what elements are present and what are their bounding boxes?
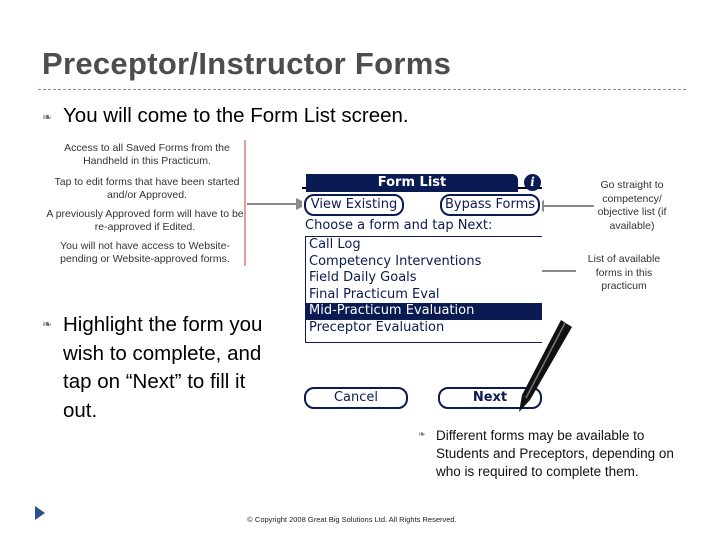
view-existing-button[interactable]: View Existing	[304, 194, 404, 216]
nav-triangle-icon[interactable]	[35, 506, 45, 520]
next-button[interactable]: Next	[438, 387, 542, 409]
annotation-form-list: List of available forms in this practicum	[587, 253, 661, 292]
list-item-selected[interactable]: Mid-Practicum Evaluation	[306, 303, 542, 320]
copyright-text: © Copyright 2008 Great Big Solutions Ltd. All Rights Reserved.	[247, 515, 457, 524]
palm-title: Form List	[377, 175, 447, 190]
annotation-reapprove: A previously Approved form will have to be re-approved if Edited.	[46, 208, 244, 233]
stylus-icon	[515, 318, 575, 414]
annotation-edit-forms: Tap to edit forms that have been started and/or Approved.	[54, 176, 240, 201]
annotation-bypass: Go straight to competency/ objective list (if available)	[597, 179, 667, 232]
bullet-icon: ❧	[42, 110, 53, 124]
list-item[interactable]: Final Practicum Eval	[309, 286, 440, 302]
copyright	[0, 515, 720, 524]
arrow-bypass	[540, 205, 594, 207]
cancel-button[interactable]: Cancel	[304, 387, 408, 409]
palm-title-pill	[306, 174, 518, 192]
list-item[interactable]: Competency Interventions	[309, 253, 482, 269]
bullet-icon: ❧	[42, 317, 53, 331]
list-item[interactable]: Call Log	[309, 237, 361, 252]
bullet-icon: ❧	[418, 430, 426, 440]
annotation-saved-forms: Access to all Saved Forms from the Handheld in this Practicum.	[64, 142, 230, 167]
palm-button-row	[302, 387, 542, 412]
title-divider	[38, 89, 686, 90]
form-list	[305, 236, 542, 343]
bullet-text-2: Highlight the form you wish to complete, and tap on “Next” to fill it out.	[63, 313, 263, 422]
palm-title-bar	[302, 173, 542, 189]
bypass-forms-button[interactable]: Bypass Forms	[440, 194, 540, 216]
bullet-text-3: Different forms may be available to Students and Preceptors, depending on who is required to complete them.	[436, 428, 674, 479]
list-item[interactable]: Field Daily Goals	[309, 270, 417, 286]
slide-title: Preceptor/Instructor Forms	[42, 46, 452, 81]
info-icon[interactable]: i	[524, 174, 541, 191]
palm-prompt: Choose a form and tap Next:	[305, 218, 493, 233]
list-item[interactable]: Preceptor Evaluation	[309, 319, 445, 335]
palm-screen	[302, 169, 542, 412]
annotation-no-access: You will not have access to Website-pending or Website-approved forms.	[60, 240, 230, 265]
bullet-text-1: You will come to the Form List screen.	[63, 104, 409, 127]
